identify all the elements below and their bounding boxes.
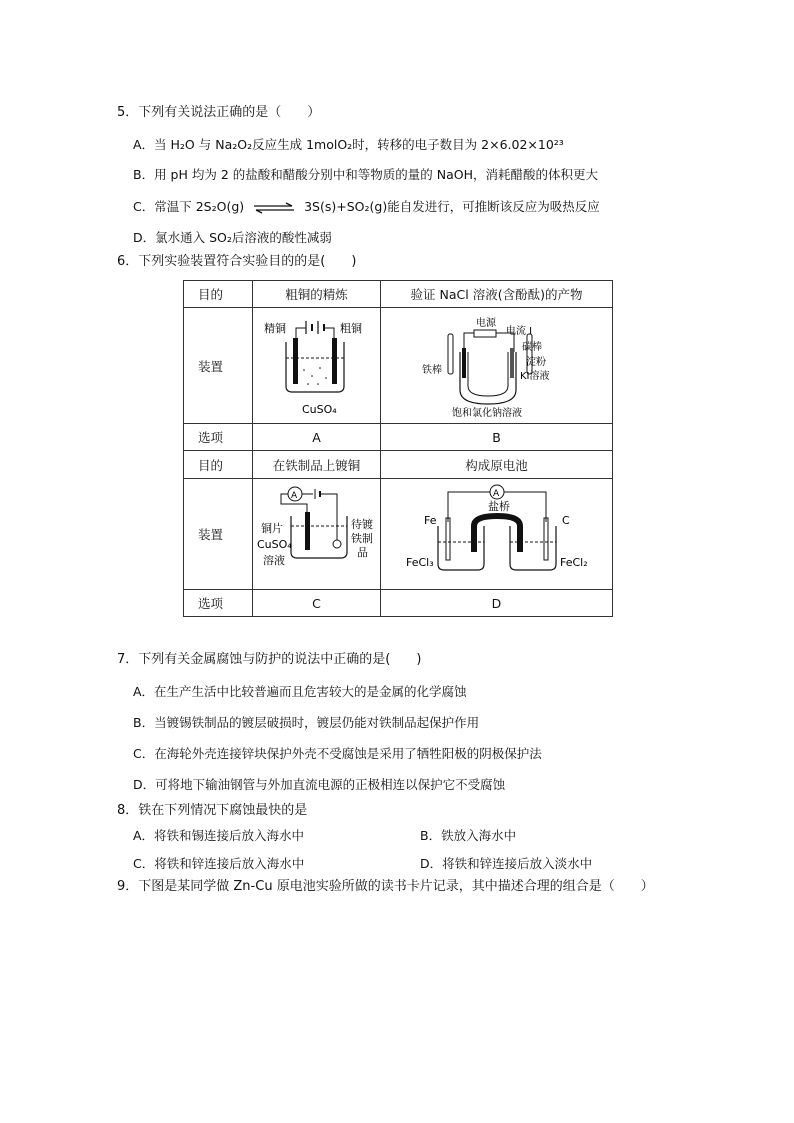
q5-option-c-left: C．常温下 2S₂O(g) (133, 199, 245, 214)
q7-option-a: A．在生产生活中比较普遍而且危害较大的是金属的化学腐蚀 (133, 684, 467, 699)
q5-option-a: A．当 H₂O 与 Na₂O₂反应生成 1molO₂时，转移的电子数目为 2×6.02×10²³ (133, 137, 564, 152)
purpose-label-2: 目的 (184, 451, 253, 479)
fig-b-solution: 饱和氯化钠溶液 (451, 407, 522, 419)
purpose-b: 验证 NaCl 溶液(含酚酞)的产物 (381, 281, 613, 308)
device-b-cell (381, 308, 613, 424)
q7-option-c: C．在海轮外壳连接锌块保护外壳不受腐蚀是采用了牺牲阳极的阴极保护法 (133, 746, 542, 761)
fig-c-solution: 溶液 (262, 554, 285, 567)
fig-d-left-solution: FeCl₃ (405, 556, 434, 569)
q5-option-b: B．用 pH 均为 2 的盐酸和醋酸分别中和等物质的量的 NaOH，消耗醋酸的体积更大 (133, 167, 598, 182)
fig-c-target-3: 品 (356, 546, 368, 559)
device-a-cell (253, 308, 381, 424)
q7-stem: 7．下列有关金属腐蚀与防护的说法中正确的是( ) (117, 652, 422, 667)
q7-option-d: D．可将地下输油钢管与外加直流电源的正极相连以保护它不受腐蚀 (133, 777, 506, 792)
fig-c-target-2: 铁制 (350, 532, 373, 545)
q8-option-a: A．将铁和锡连接后放入海水中 (133, 828, 305, 843)
electrorefining-diagram (262, 312, 372, 420)
fig-c-copper: 铜片 (260, 522, 283, 535)
fig-c-ammeter: A (290, 491, 297, 501)
device-c-cell (253, 479, 381, 590)
q8-option-d: D．将铁和锌连接后放入淡水中 (420, 856, 593, 871)
electroplating-diagram (257, 482, 377, 586)
q8-stem: 8．铁在下列情况下腐蚀最快的是 (117, 803, 308, 818)
fig-a-solution: CuSO₄ (301, 402, 337, 416)
fig-b-iron: 铁棒 (421, 364, 442, 376)
option-label-1: 选项 (184, 424, 253, 451)
experiment-table (183, 280, 613, 617)
fig-a-label-right: 粗铜 (339, 321, 362, 335)
purpose-d: 构成原电池 (381, 451, 613, 479)
purpose-label: 目的 (184, 281, 253, 308)
purpose-a: 粗铜的精炼 (253, 281, 381, 308)
q5-option-d: D．氯水通入 SO₂后溶液的酸性减弱 (133, 230, 332, 245)
q8-option-b: B．铁放入海水中 (420, 828, 517, 843)
device-label-2: 装置 (184, 479, 253, 590)
fig-c-target-1: 待镀 (350, 518, 373, 531)
device-label: 装置 (184, 308, 253, 424)
device-d-cell (381, 479, 613, 590)
q5-stem: 5．下列有关说法正确的是（ ） (117, 105, 321, 120)
fig-b-carbon: 碳棒 (521, 341, 542, 353)
fig-b-power: 电源 (475, 317, 496, 329)
option-label-2: 选项 (184, 590, 253, 617)
option-a: A (253, 424, 381, 451)
q9-stem: 9．下图是某同学做 Zn-Cu 原电池实验所做的读书卡片记录，其中描述合理的组合是（ ） (117, 879, 654, 894)
fig-b-ki: KI溶液 (519, 370, 550, 382)
q8-option-c: C．将铁和锌连接后放入海水中 (133, 856, 305, 871)
fig-b-current: 电流 I (505, 325, 532, 337)
fig-d-fe: Fe (423, 514, 436, 527)
fig-d-c: C (561, 514, 570, 527)
galvanic-cell-diagram (402, 482, 592, 586)
option-c: C (253, 590, 381, 617)
equilibrium-arrow-icon (252, 202, 296, 214)
electrolysis-nacl-diagram (402, 312, 592, 420)
fig-a-label-left: 精铜 (263, 321, 286, 335)
q7-option-b: B．当镀锡铁制品的镀层破损时，镀层仍能对铁制品起保护作用 (133, 715, 480, 730)
option-b: B (381, 424, 613, 451)
purpose-c: 在铁制品上镀铜 (253, 451, 381, 479)
fig-b-starch: 淀粉 (525, 356, 546, 368)
fig-c-cuso4: CuSO₄ (256, 538, 292, 551)
fig-d-right-solution: FeCl₂ (559, 556, 588, 569)
q5-option-c (133, 198, 600, 216)
fig-d-bridge: 盐桥 (487, 500, 510, 513)
q6-stem: 6．下列实验装置符合实验目的的是( ) (117, 254, 357, 269)
fig-d-ammeter: A (492, 489, 499, 499)
q5-option-c-right: 3S(s)+SO₂(g)能自发进行，可推断该反应为吸热反应 (304, 199, 600, 214)
option-d: D (381, 590, 613, 617)
